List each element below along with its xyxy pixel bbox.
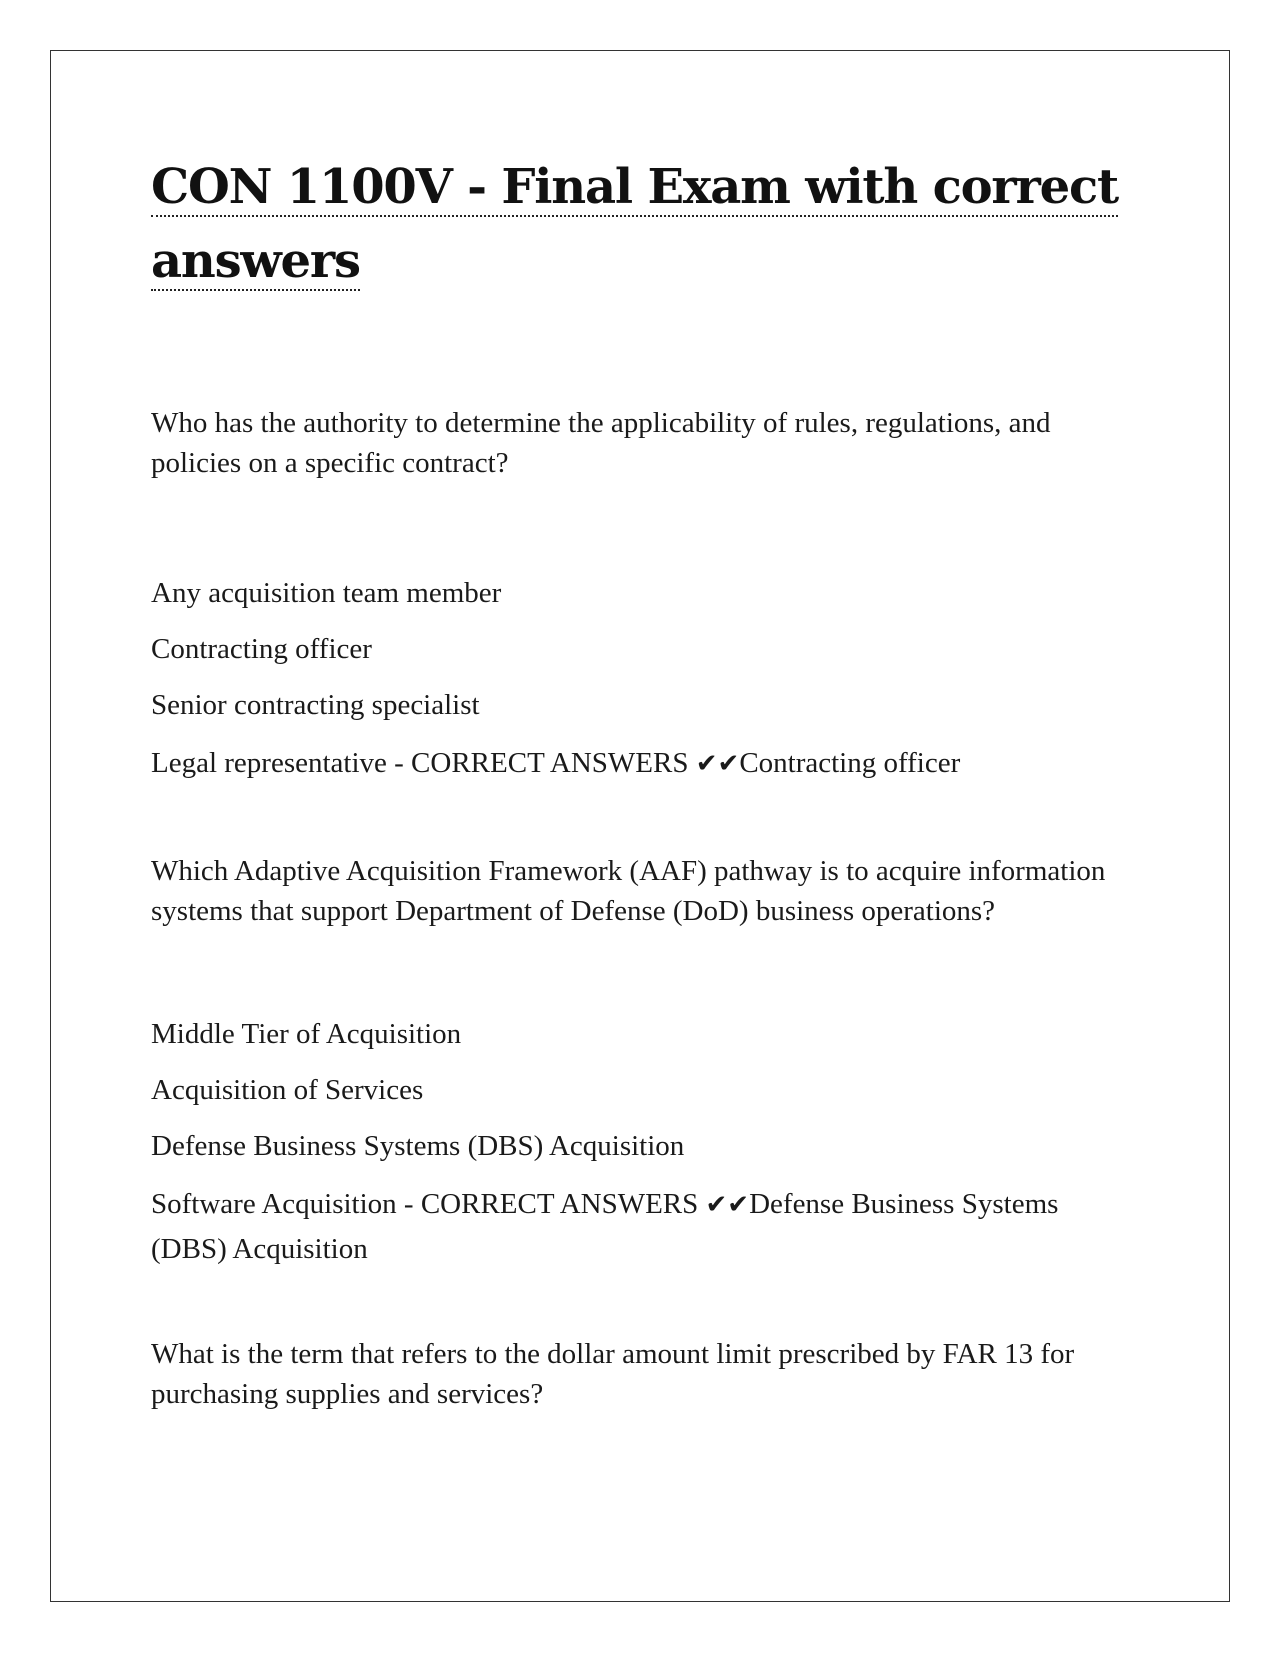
question-1-prompt: Who has the authority to determine the applicability of rules, regulations, and policies on a specific contract? (151, 407, 1051, 479)
question-2-answer: Defense Business Systems (DBS) Acquisition (151, 1188, 1059, 1265)
question-2-option-1: Middle Tier of Acquisition (151, 1018, 462, 1050)
question-1-option-1: Any acquisition team member (151, 577, 502, 609)
question-2-option-2: Acquisition of Services (151, 1074, 424, 1106)
question-1-option-4-with-answer (151, 741, 1131, 786)
question-1-option-2: Contracting officer (151, 633, 372, 665)
question-2-prompt: Which Adaptive Acquisition Framework (AAF) pathway is to acquire information systems that support Department of Defense (DoD) business operations? (151, 855, 1106, 927)
question-1-option-3: Senior contracting specialist (151, 689, 480, 721)
check-marks-icon: ✔✔ (695, 749, 740, 779)
document-body (151, 150, 1131, 1414)
question-1-answer: Contracting officer (739, 747, 961, 779)
question-1-options (151, 573, 1131, 786)
question-2-option-4-with-answer (151, 1182, 1131, 1271)
question-2-options (151, 1014, 1131, 1271)
question-2-option-3: Defense Business Systems (DBS) Acquisition (151, 1130, 685, 1162)
page-title: CON 1100V - Final Exam with correct answers (151, 159, 1118, 289)
question-3-prompt: What is the term that refers to the dollar amount limit prescribed by FAR 13 for purchasing supplies and services? (151, 1338, 1075, 1410)
check-marks-icon: ✔✔ (705, 1190, 750, 1220)
question-1-option-4: Legal representative - CORRECT ANSWERS (151, 747, 696, 779)
question-2-option-4: Software Acquisition - CORRECT ANSWERS (151, 1188, 706, 1220)
